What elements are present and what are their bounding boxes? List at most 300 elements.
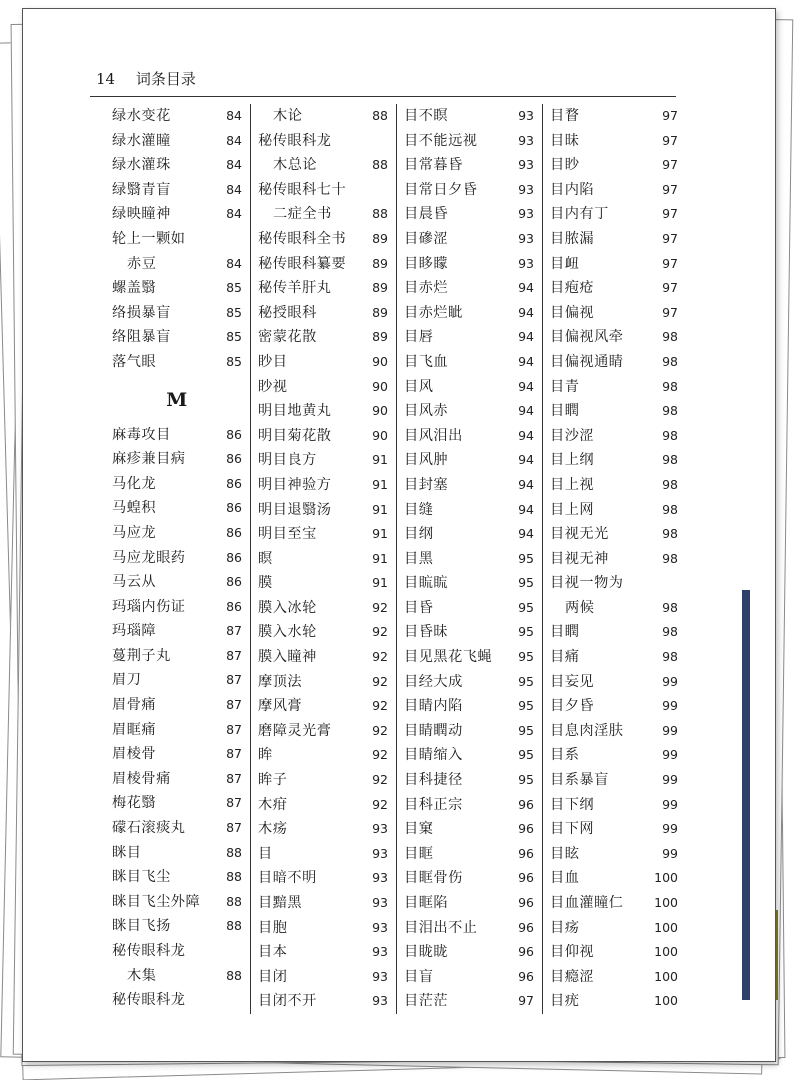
index-entry: [258, 891, 388, 916]
entry-page-number: 98: [662, 403, 678, 419]
index-entry: [258, 473, 388, 498]
entry-term: 目视一物为: [550, 575, 624, 592]
entry-page-number: 95: [518, 722, 534, 738]
index-entry: [404, 866, 534, 891]
entry-page-number: 87: [226, 746, 242, 762]
entry-term: 目经大成: [404, 673, 463, 690]
entry-page-number: 85: [226, 329, 242, 345]
entry-page-number: 96: [518, 968, 534, 984]
index-entry: [550, 350, 678, 375]
entry-term: 秘传眼科全书: [258, 230, 347, 247]
index-entry: [550, 743, 678, 768]
index-entry: [258, 670, 388, 695]
index-entry: [258, 104, 388, 129]
index-entry: [258, 916, 388, 941]
index-entry: [404, 350, 534, 375]
index-entry: [550, 399, 678, 424]
index-entry: [550, 670, 678, 695]
index-entry: [404, 793, 534, 818]
entry-page-number: 93: [372, 870, 388, 886]
entry-term: 目睛瞤动: [404, 722, 463, 739]
entry-term: 秘传羊肝丸: [258, 280, 332, 297]
index-entry: [404, 301, 534, 326]
index-entry: [550, 547, 678, 572]
entry-page-number: 92: [372, 599, 388, 615]
entry-page-number: 86: [226, 574, 242, 590]
index-entry: [550, 202, 678, 227]
entry-page-number: 99: [662, 698, 678, 714]
entry-page-number: 94: [518, 280, 534, 296]
entry-term: 落气眼: [112, 353, 157, 370]
index-column-1: [112, 104, 242, 1014]
entry-term: 目盲: [404, 968, 434, 985]
entry-term: 目封塞: [404, 476, 449, 493]
index-entry: [112, 791, 242, 816]
entry-term: 密蒙花散: [258, 329, 317, 346]
index-entry: [258, 129, 388, 154]
entry-term: 目妄见: [550, 673, 595, 690]
entry-term: 绿水灌珠: [112, 157, 171, 174]
entry-page-number: 85: [226, 304, 242, 320]
index-entry: [258, 694, 388, 719]
entry-term: 木疡: [258, 821, 288, 838]
index-entry: [112, 325, 242, 350]
index-entry: [112, 693, 242, 718]
entry-term: 目胞: [258, 919, 288, 936]
entry-page-number: 90: [372, 353, 388, 369]
entry-term: 明目菊花散: [258, 427, 332, 444]
entry-term: 目风赤: [404, 403, 449, 420]
index-entry: [404, 227, 534, 252]
index-entry: [258, 989, 388, 1014]
entry-term: 玛瑙障: [112, 623, 157, 640]
entry-term: 目痛: [550, 649, 580, 666]
index-entry: [258, 793, 388, 818]
entry-page-number: 93: [518, 206, 534, 222]
section-letter: [112, 375, 242, 423]
index-entry: [258, 202, 388, 227]
entry-page-number: 87: [226, 647, 242, 663]
entry-term: 目赤烂: [404, 280, 449, 297]
entry-term: 马蝗积: [112, 500, 157, 517]
index-entry: [550, 301, 678, 326]
entry-term: 马云从: [112, 574, 157, 591]
entry-term: 目纲: [404, 526, 434, 543]
index-entry: [550, 719, 678, 744]
index-entry: [112, 841, 242, 866]
entry-term: 赤豆: [127, 255, 157, 272]
entry-term: 秘传眼科龙: [112, 943, 186, 959]
index-entry: [404, 965, 534, 990]
entry-term: 秘传眼科龙: [258, 132, 332, 149]
entry-term: 眸子: [258, 772, 288, 789]
entry-term: 目偏视: [550, 304, 595, 321]
entry-term: 目系暴盲: [550, 772, 609, 789]
index-entry: [112, 447, 242, 472]
entry-page-number: 99: [662, 772, 678, 788]
index-entry: [258, 399, 388, 424]
index-entry: [404, 498, 534, 523]
entry-term: 目泪出不止: [404, 919, 478, 936]
entry-term: 络阻暴盲: [112, 329, 171, 346]
index-entry: [258, 620, 388, 645]
entry-term: 目疱疮: [550, 280, 595, 297]
entry-page-number: 88: [226, 893, 242, 909]
entry-page-number: 98: [662, 353, 678, 369]
entry-page-number: 98: [662, 378, 678, 394]
entry-page-number: 94: [518, 476, 534, 492]
entry-page-number: 92: [372, 649, 388, 665]
entry-page-number: 94: [518, 427, 534, 443]
index-entry: [112, 546, 242, 571]
index-entry: [112, 595, 242, 620]
index-entry: [112, 890, 242, 915]
index-entry: [550, 866, 678, 891]
entry-page-number: 98: [662, 550, 678, 566]
entry-term: 眉骨痛: [112, 697, 157, 714]
index-entry: [550, 817, 678, 842]
index-entry: [258, 350, 388, 375]
entry-term: 木总论: [273, 157, 318, 174]
entry-page-number: 90: [372, 378, 388, 394]
entry-term: 目黑: [404, 550, 434, 567]
entry-page-number: 99: [662, 673, 678, 689]
index-entry: [550, 571, 678, 596]
entry-term: 目上视: [550, 476, 595, 493]
entry-page-number: 88: [372, 157, 388, 173]
entry-page-number: 96: [518, 919, 534, 935]
entry-page-number: 88: [226, 869, 242, 885]
index-entry: [404, 571, 534, 596]
entry-page-number: 98: [662, 476, 678, 492]
index-entry: [550, 916, 678, 941]
entry-term: 磨障灵光膏: [258, 722, 332, 739]
entry-term: 目缝: [404, 501, 434, 518]
entry-page-number: 97: [662, 108, 678, 123]
entry-page-number: 87: [226, 795, 242, 811]
entry-page-number: 99: [662, 821, 678, 837]
entry-page-number: 92: [372, 722, 388, 738]
entry-term: 目瞤: [550, 624, 580, 641]
entry-page-number: 88: [372, 206, 388, 222]
index-entry: [404, 153, 534, 178]
entry-page-number: 96: [518, 870, 534, 886]
index-entry: [258, 276, 388, 301]
entry-page-number: 94: [518, 353, 534, 369]
index-entry: [112, 718, 242, 743]
index-column-3: [404, 104, 534, 1014]
index-entry: [404, 989, 534, 1014]
entry-term: 目偏视通睛: [550, 353, 624, 370]
entry-term: 目血: [550, 870, 580, 887]
entry-page-number: 93: [518, 157, 534, 173]
index-entry: [404, 325, 534, 350]
entry-page-number: 100: [654, 968, 678, 984]
index-entry: [550, 104, 678, 129]
entry-term: 眯目飞尘外障: [112, 893, 201, 910]
index-entry: [112, 129, 242, 154]
entry-term: 目夕昏: [550, 698, 595, 715]
entry-term: 目疡: [550, 919, 580, 936]
entry-term: 目沙涩: [550, 427, 595, 444]
entry-page-number: 99: [662, 722, 678, 738]
entry-term: 轮上一颗如: [112, 230, 186, 247]
index-entry: [550, 424, 678, 449]
entry-page-number: 97: [662, 280, 678, 296]
entry-term: 眸: [258, 747, 273, 764]
index-entry: [404, 276, 534, 301]
index-entry: [404, 719, 534, 744]
entry-term: 目: [258, 845, 273, 862]
entry-term: 目仰视: [550, 944, 595, 961]
index-entry: [404, 522, 534, 547]
index-entry: [112, 202, 242, 227]
column-divider: [250, 104, 251, 1014]
index-entry: [550, 448, 678, 473]
index-entry: [258, 301, 388, 326]
bookmark-tab: [742, 590, 750, 1000]
entry-page-number: 95: [518, 599, 534, 615]
entry-term: 目闭不开: [258, 993, 317, 1010]
entry-term: 目内陷: [550, 181, 595, 198]
entry-page-number: 93: [518, 181, 534, 197]
entry-term: 目眶: [404, 845, 434, 862]
entry-page-number: 96: [518, 845, 534, 861]
entry-term: 绿映瞳神: [112, 206, 171, 223]
index-entry: [404, 743, 534, 768]
entry-term: 眇目: [258, 353, 288, 370]
entry-term: 木集: [127, 967, 157, 984]
index-entry: [258, 547, 388, 572]
entry-term: 眯目: [112, 844, 142, 861]
entry-term: 明目地黄丸: [258, 403, 332, 420]
index-entry: [112, 964, 242, 989]
entry-term: 目眇: [550, 157, 580, 174]
index-entry: [112, 521, 242, 546]
entry-page-number: 87: [226, 770, 242, 786]
index-entry: [550, 940, 678, 965]
entry-term: 目昧: [550, 132, 580, 149]
index-entry: [258, 645, 388, 670]
entry-term: 眉眶痛: [112, 721, 157, 738]
index-entry: [258, 768, 388, 793]
entry-term: 马应龙: [112, 524, 157, 541]
entry-page-number: 99: [662, 747, 678, 763]
entry-term: 目青: [550, 378, 580, 395]
entry-term: 络损暴盲: [112, 304, 171, 321]
index-column-2: [258, 104, 388, 1014]
entry-page-number: 88: [226, 967, 242, 983]
index-entry: [550, 129, 678, 154]
entry-term: 马应龙眼药: [112, 549, 186, 566]
entry-page-number: 94: [518, 526, 534, 542]
index-entry: [112, 619, 242, 644]
index-entry: [404, 916, 534, 941]
entry-term: 目黯黑: [258, 895, 303, 911]
entry-term: 目眶骨伤: [404, 870, 463, 887]
index-entry: [550, 375, 678, 400]
entry-page-number: 96: [518, 796, 534, 812]
entry-term: 目下网: [550, 821, 595, 838]
entry-page-number: 94: [518, 501, 534, 517]
index-entry: [550, 842, 678, 867]
entry-term: 明目神验方: [258, 476, 332, 493]
index-entry: [404, 645, 534, 670]
entry-page-number: 89: [372, 230, 388, 246]
entry-page-number: 92: [372, 624, 388, 640]
index-entry: [112, 423, 242, 448]
entry-page-number: 91: [372, 575, 388, 591]
entry-term: 螺盖翳: [112, 280, 157, 297]
entry-page-number: 86: [226, 598, 242, 614]
entry-page-number: 85: [226, 280, 242, 296]
entry-page-number: 92: [372, 698, 388, 714]
entry-page-number: 91: [372, 476, 388, 492]
entry-term: 摩风膏: [258, 698, 303, 715]
entry-page-number: 93: [372, 968, 388, 984]
index-entry: [550, 522, 678, 547]
index-entry: [258, 325, 388, 350]
entry-page-number: 95: [518, 575, 534, 591]
entry-page-number: 90: [372, 403, 388, 419]
entry-page-number: 97: [662, 181, 678, 197]
entry-term: 目常日夕昏: [404, 181, 478, 198]
header-rule: [90, 96, 676, 97]
entry-term: 目睛内陷: [404, 698, 463, 715]
index-entry: [550, 153, 678, 178]
entry-page-number: 93: [372, 919, 388, 935]
index-entry: [404, 473, 534, 498]
index-entry: [258, 817, 388, 842]
entry-page-number: 93: [518, 255, 534, 271]
entry-term: 二症全书: [273, 206, 332, 223]
entry-term: 目不能远视: [404, 132, 478, 149]
entry-page-number: 93: [372, 993, 388, 1009]
entry-term: 目眶陷: [404, 895, 449, 911]
entry-term: 麻疹兼目病: [112, 451, 186, 468]
entry-term: 绿水灌瞳: [112, 132, 171, 149]
entry-term: 摩顶法: [258, 673, 303, 690]
entry-page-number: 97: [662, 255, 678, 271]
index-entry: [258, 522, 388, 547]
index-entry: [112, 153, 242, 178]
entry-page-number: 95: [518, 673, 534, 689]
entry-page-number: 91: [372, 526, 388, 542]
entry-term: 目眩: [550, 845, 580, 862]
index-entry: [550, 989, 678, 1014]
index-entry: [112, 570, 242, 595]
entry-page-number: 99: [662, 845, 678, 861]
index-entry: [550, 498, 678, 523]
entry-page-number: 97: [518, 993, 534, 1009]
entry-page-number: 96: [518, 821, 534, 837]
index-entry: [404, 202, 534, 227]
entry-term: 目下纲: [550, 796, 595, 813]
entry-page-number: 95: [518, 772, 534, 788]
index-entry: [404, 178, 534, 203]
index-entry: [112, 644, 242, 669]
entry-page-number: 89: [372, 280, 388, 296]
index-entry: [404, 448, 534, 473]
entry-page-number: 96: [518, 895, 534, 910]
entry-term: 目衄: [550, 255, 580, 272]
entry-page-number: 96: [518, 944, 534, 960]
index-column-4: [550, 104, 678, 1014]
entry-term: 目系: [550, 747, 580, 764]
entry-page-number: 98: [662, 649, 678, 665]
entry-page-number: 97: [662, 206, 678, 222]
entry-page-number: 87: [226, 623, 242, 639]
entry-page-number: 90: [372, 427, 388, 443]
index-entry: [112, 939, 242, 964]
entry-page-number: 89: [372, 255, 388, 271]
entry-page-number: 97: [662, 132, 678, 148]
entry-page-number: 98: [662, 501, 678, 517]
entry-term: 目风: [404, 378, 434, 395]
entry-page-number: 86: [226, 524, 242, 540]
index-entry: [112, 816, 242, 841]
entry-term: 目䀮䀮: [404, 575, 449, 592]
entry-page-number: 84: [226, 157, 242, 173]
entry-page-number: 100: [654, 919, 678, 935]
entry-page-number: 86: [226, 500, 242, 516]
index-entry: [258, 719, 388, 744]
entry-term: 梅花翳: [112, 795, 157, 812]
index-entry: [404, 375, 534, 400]
entry-page-number: 84: [226, 132, 242, 148]
entry-term: 目视无神: [550, 550, 609, 567]
entry-term: 秘传眼科纂要: [258, 255, 347, 272]
entry-page-number: 85: [226, 353, 242, 369]
entry-page-number: 98: [662, 624, 678, 640]
entry-page-number: 87: [226, 721, 242, 737]
entry-page-number: 93: [518, 108, 534, 123]
entry-term: 秘授眼科: [258, 304, 317, 321]
entry-term: 木论: [273, 108, 303, 124]
index-entry: [550, 227, 678, 252]
entry-page-number: 95: [518, 649, 534, 665]
entry-page-number: 95: [518, 698, 534, 714]
entry-term: 目本: [258, 944, 288, 961]
entry-term: 目上网: [550, 501, 595, 518]
entry-page-number: 91: [372, 501, 388, 517]
entry-term: 目赤烂眦: [404, 304, 463, 321]
entry-term: 目视无光: [550, 526, 609, 543]
entry-page-number: 98: [662, 427, 678, 443]
entry-page-number: 95: [518, 747, 534, 763]
entry-term: 目科正宗: [404, 796, 463, 813]
entry-page-number: 97: [662, 304, 678, 320]
entry-term: 目眬眬: [404, 944, 449, 961]
index-entry: [404, 104, 534, 129]
entry-term: 膜: [258, 575, 273, 592]
index-entry: [112, 668, 242, 693]
index-entry: [258, 178, 388, 203]
entry-term: 目风肿: [404, 452, 449, 469]
entry-term: 礞石滚痰丸: [112, 820, 186, 837]
entry-term: 膜入水轮: [258, 624, 317, 641]
entry-page-number: 88: [226, 918, 242, 934]
entry-page-number: 86: [226, 426, 242, 442]
page-title: 词条目录: [135, 70, 196, 88]
entry-term: 绿水变花: [112, 108, 171, 124]
entry-term: 目瞀: [550, 108, 580, 124]
index-entry: [404, 129, 534, 154]
entry-term: 瞑: [258, 550, 273, 567]
index-entry: [112, 865, 242, 890]
index-entry: [112, 742, 242, 767]
index-entry: [404, 424, 534, 449]
